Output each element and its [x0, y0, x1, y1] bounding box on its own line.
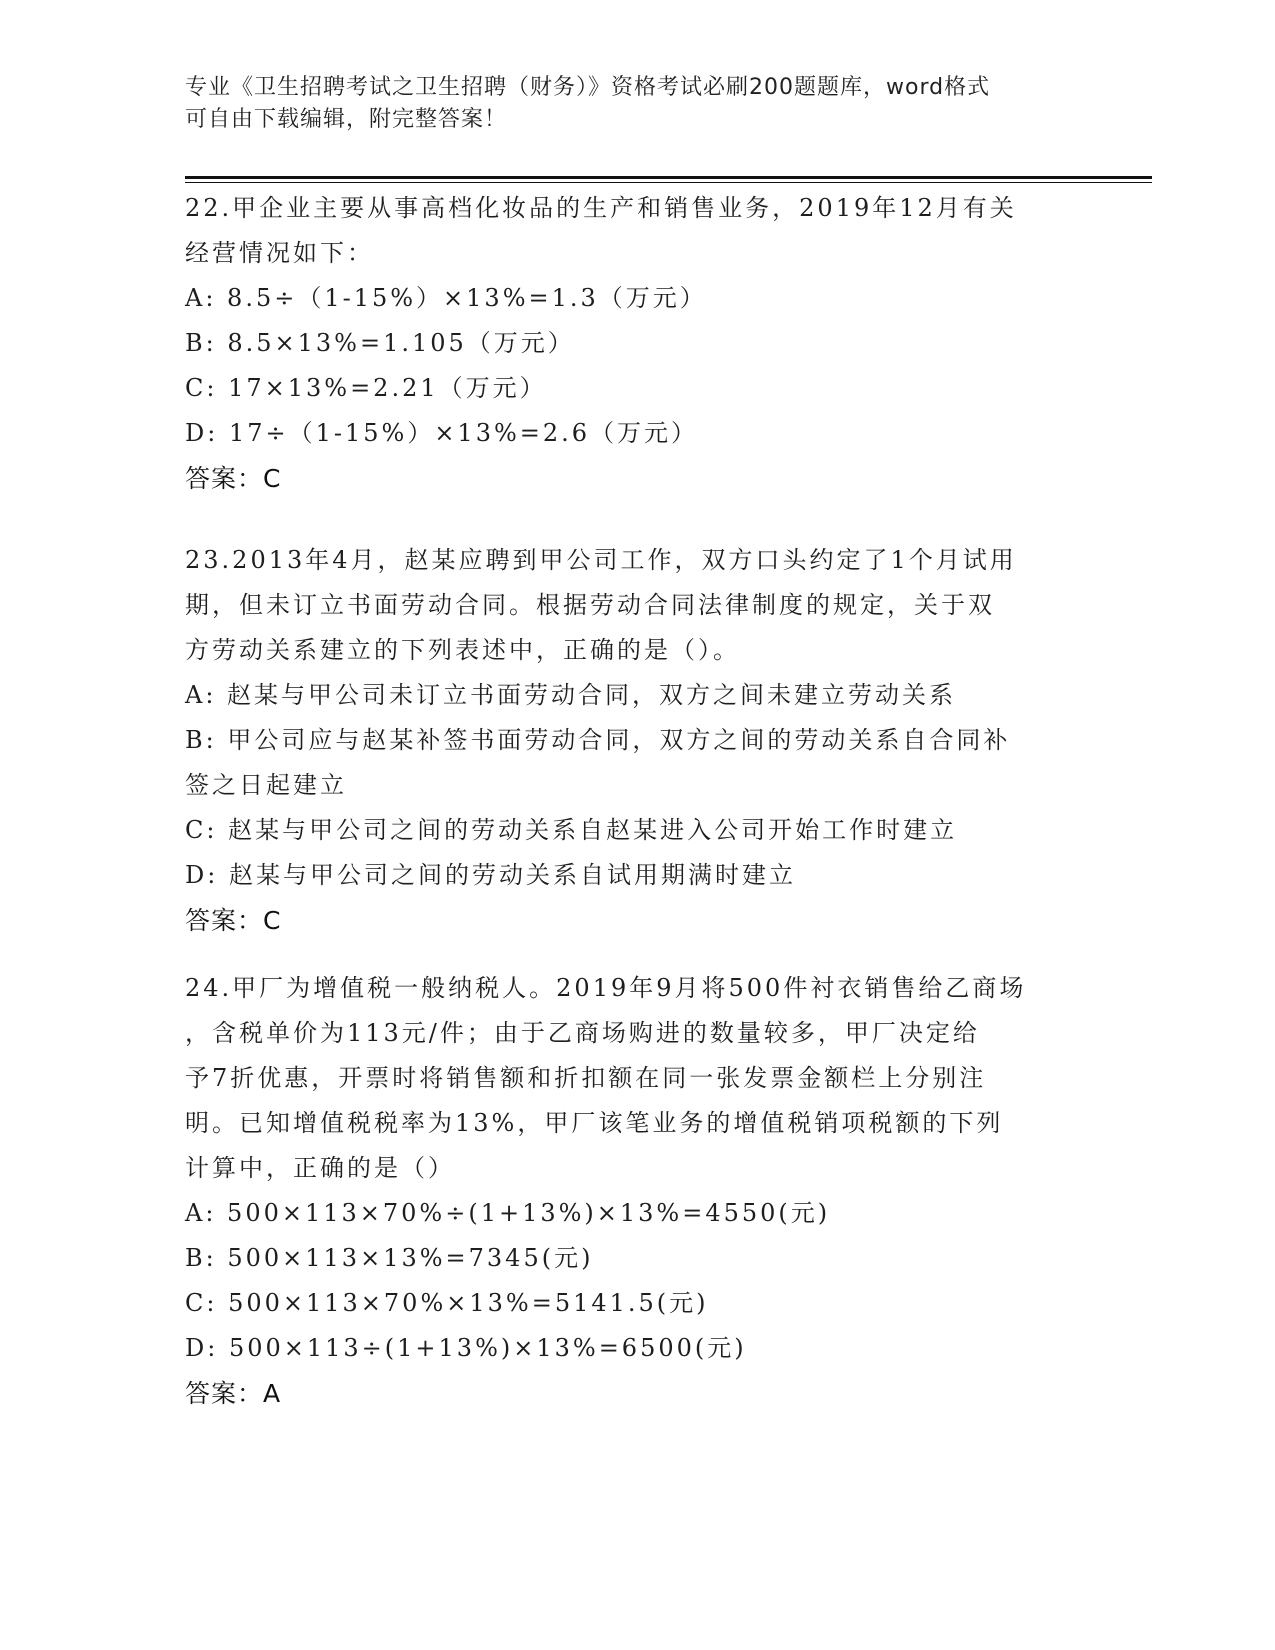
question-stem: [185, 538, 1075, 673]
stem-line: 经营情况如下：: [185, 239, 374, 267]
option-c: C: 17×13%=2.21（万元）: [185, 374, 547, 402]
question-24: [185, 966, 1075, 1416]
question-stem: [185, 966, 1075, 1191]
stem-line: 期，但未订立书面劳动合同。根据劳动合同法律制度的规定，关于双: [185, 591, 995, 619]
header-line-1: 专业《卫生招聘考试之卫生招聘（财务）》资格考试必刷200题题库，word格式: [185, 75, 991, 100]
question-22: [185, 186, 1075, 501]
header-divider-thick: [185, 176, 1152, 179]
option-b: B: 8.5×13%=1.105（万元）: [185, 329, 575, 357]
question-23: [185, 538, 1075, 943]
option-d: D: 500×113÷(1+13%)×13%=6500(元): [185, 1334, 747, 1362]
question-stem: [185, 186, 1075, 276]
stem-line: 23.2013年4月，赵某应聘到甲公司工作，双方口头约定了1个月试用: [185, 546, 1017, 574]
header-divider-thin: [185, 182, 1152, 183]
option-b: B: 甲公司应与赵某补签书面劳动合同，双方之间的劳动关系自合同补: [185, 726, 1011, 754]
stem-line: 计算中，正确的是（）: [185, 1154, 455, 1182]
option-c: C: 赵某与甲公司之间的劳动关系自赵某进入公司开始工作时建立: [185, 816, 958, 844]
option-a: A: 500×113×70%÷(1+13%)×13%=4550(元): [185, 1199, 831, 1227]
option-b: B: 500×113×13%=7345(元): [185, 1244, 594, 1272]
stem-line: 予7折优惠，开票时将销售额和折扣额在同一张发票金额栏上分别注: [185, 1064, 987, 1092]
answer-line: 答案：C: [185, 906, 282, 935]
answer-line: 答案：C: [185, 464, 282, 493]
option-c: C: 500×113×70%×13%=5141.5(元): [185, 1289, 709, 1317]
header-line-2: 可自由下载编辑，附完整答案！: [185, 107, 508, 132]
option-d: D: 赵某与甲公司之间的劳动关系自试用期满时建立: [185, 861, 796, 889]
stem-line: ，含税单价为113元/件；由于乙商场购进的数量较多，甲厂决定给: [185, 1019, 980, 1047]
stem-line: 方劳动关系建立的下列表述中，正确的是（）。: [185, 636, 740, 664]
stem-line: 明。已知增值税税率为13%，甲厂该笔业务的增值税销项税额的下列: [185, 1109, 1004, 1137]
option-a: A: 赵某与甲公司未订立书面劳动合同，双方之间未建立劳动关系: [185, 681, 957, 709]
stem-line: 22.甲企业主要从事高档化妆品的生产和销售业务，2019年12月有关: [185, 194, 1017, 222]
option-b-continued: 签之日起建立: [185, 771, 347, 799]
option-d: D: 17÷（1-15%）×13%=2.6（万元）: [185, 419, 699, 447]
option-a: A: 8.5÷（1-15%）×13%=1.3（万元）: [185, 284, 707, 312]
stem-line: 24.甲厂为增值税一般纳税人。2019年9月将500件衬衣销售给乙商场: [185, 974, 1027, 1002]
document-header: [185, 72, 1065, 136]
answer-line: 答案：A: [185, 1379, 282, 1408]
